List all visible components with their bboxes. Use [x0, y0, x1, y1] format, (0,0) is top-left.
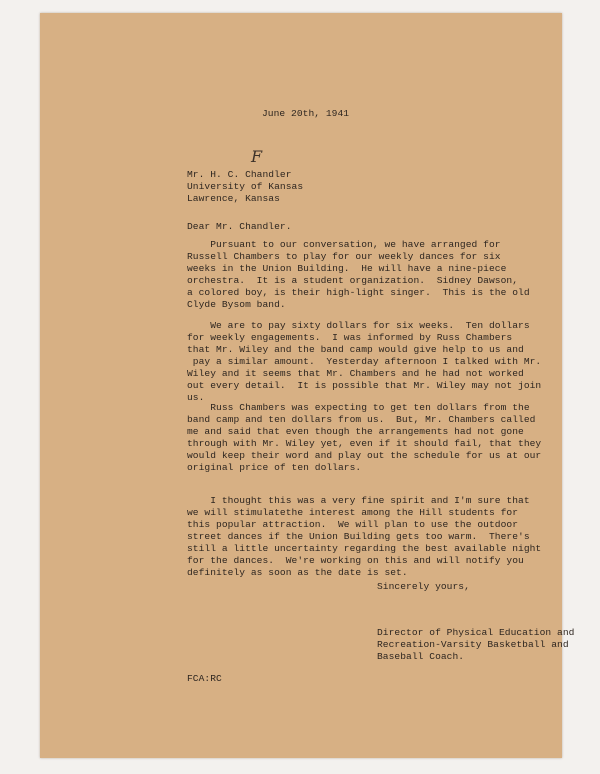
text-line: through with Mr. Wiley yet, even if it should fail, that they	[187, 438, 542, 449]
text-line: me and said that even though the arrangements had not gone	[187, 426, 524, 437]
signature-block	[377, 627, 574, 663]
text-line: weeks in the Union Building. He will have a nine-piece	[187, 263, 507, 274]
paragraph-3	[187, 402, 542, 474]
text-line: band camp and ten dollars from us. But, Mr. Chambers called	[187, 414, 536, 425]
text-line: we will stimulatethe interest among the Hill students for	[187, 507, 519, 518]
letter-date: June 20th, 1941	[262, 108, 350, 119]
paragraph-2	[187, 320, 542, 404]
text-line: We are to pay sixty dollars for six weeks. Ten dollars	[187, 320, 530, 331]
text-line: original price of ten dollars.	[187, 462, 362, 473]
signature-title-line: Recreation-Varsity Basketball and	[377, 639, 569, 650]
text-line: Clyde Bysom band.	[187, 299, 286, 310]
letter-page	[40, 13, 575, 758]
text-line: definitely as soon as the date is set.	[187, 567, 408, 578]
text-line: I thought this was a very fine spirit and I'm sure that	[187, 495, 530, 506]
paragraph-1	[187, 239, 530, 311]
recipient-institution: University of Kansas	[187, 181, 304, 192]
letter-body	[40, 13, 575, 758]
text-line: still a little uncertainty regarding the best available night	[187, 543, 542, 554]
signature-title-line: Director of Physical Education and	[377, 627, 575, 638]
text-line: pay a similar amount. Yesterday afternoon I talked with Mr.	[187, 356, 542, 367]
text-line: street dances if the Union Building gets too warm. There's	[187, 531, 530, 542]
text-line: us.	[187, 392, 205, 403]
text-line: for weekly engagements. I was informed by Russ Chambers	[187, 332, 513, 343]
text-line: Russ Chambers was expecting to get ten dollars from the	[187, 402, 530, 413]
signature-title-line: Baseball Coach.	[377, 651, 465, 662]
text-line: Russell Chambers to play for our weekly dances for six	[187, 251, 501, 262]
text-line: would keep their word and play out the schedule for us at our	[187, 450, 542, 461]
text-line: this popular attraction. We will plan to use the outdoor	[187, 519, 519, 530]
handwritten-initial: F	[251, 147, 263, 166]
closing: Sincerely yours,	[377, 581, 470, 592]
text-line: Wiley and it seems that Mr. Chambers and he had not worked	[187, 368, 524, 379]
paragraph-4	[187, 495, 542, 579]
text-line: orchestra. It is a student organization. Sidney Dawson,	[187, 275, 519, 286]
salutation: Dear Mr. Chandler.	[187, 221, 292, 232]
typist-initials: FCA:RC	[187, 673, 222, 684]
recipient-name: Mr. H. C. Chandler	[187, 169, 292, 180]
recipient-address	[187, 169, 303, 205]
text-line: Pursuant to our conversation, we have arranged for	[187, 239, 501, 250]
text-line: a colored boy, is their high-light singer. This is the old	[187, 287, 530, 298]
text-line: that Mr. Wiley and the band camp would give help to us and	[187, 344, 524, 355]
recipient-city: Lawrence, Kansas	[187, 193, 280, 204]
text-line: out every detail. It is possible that Mr. Wiley may not join	[187, 380, 542, 391]
text-line: for the dances. We're working on this and will notify you	[187, 555, 524, 566]
